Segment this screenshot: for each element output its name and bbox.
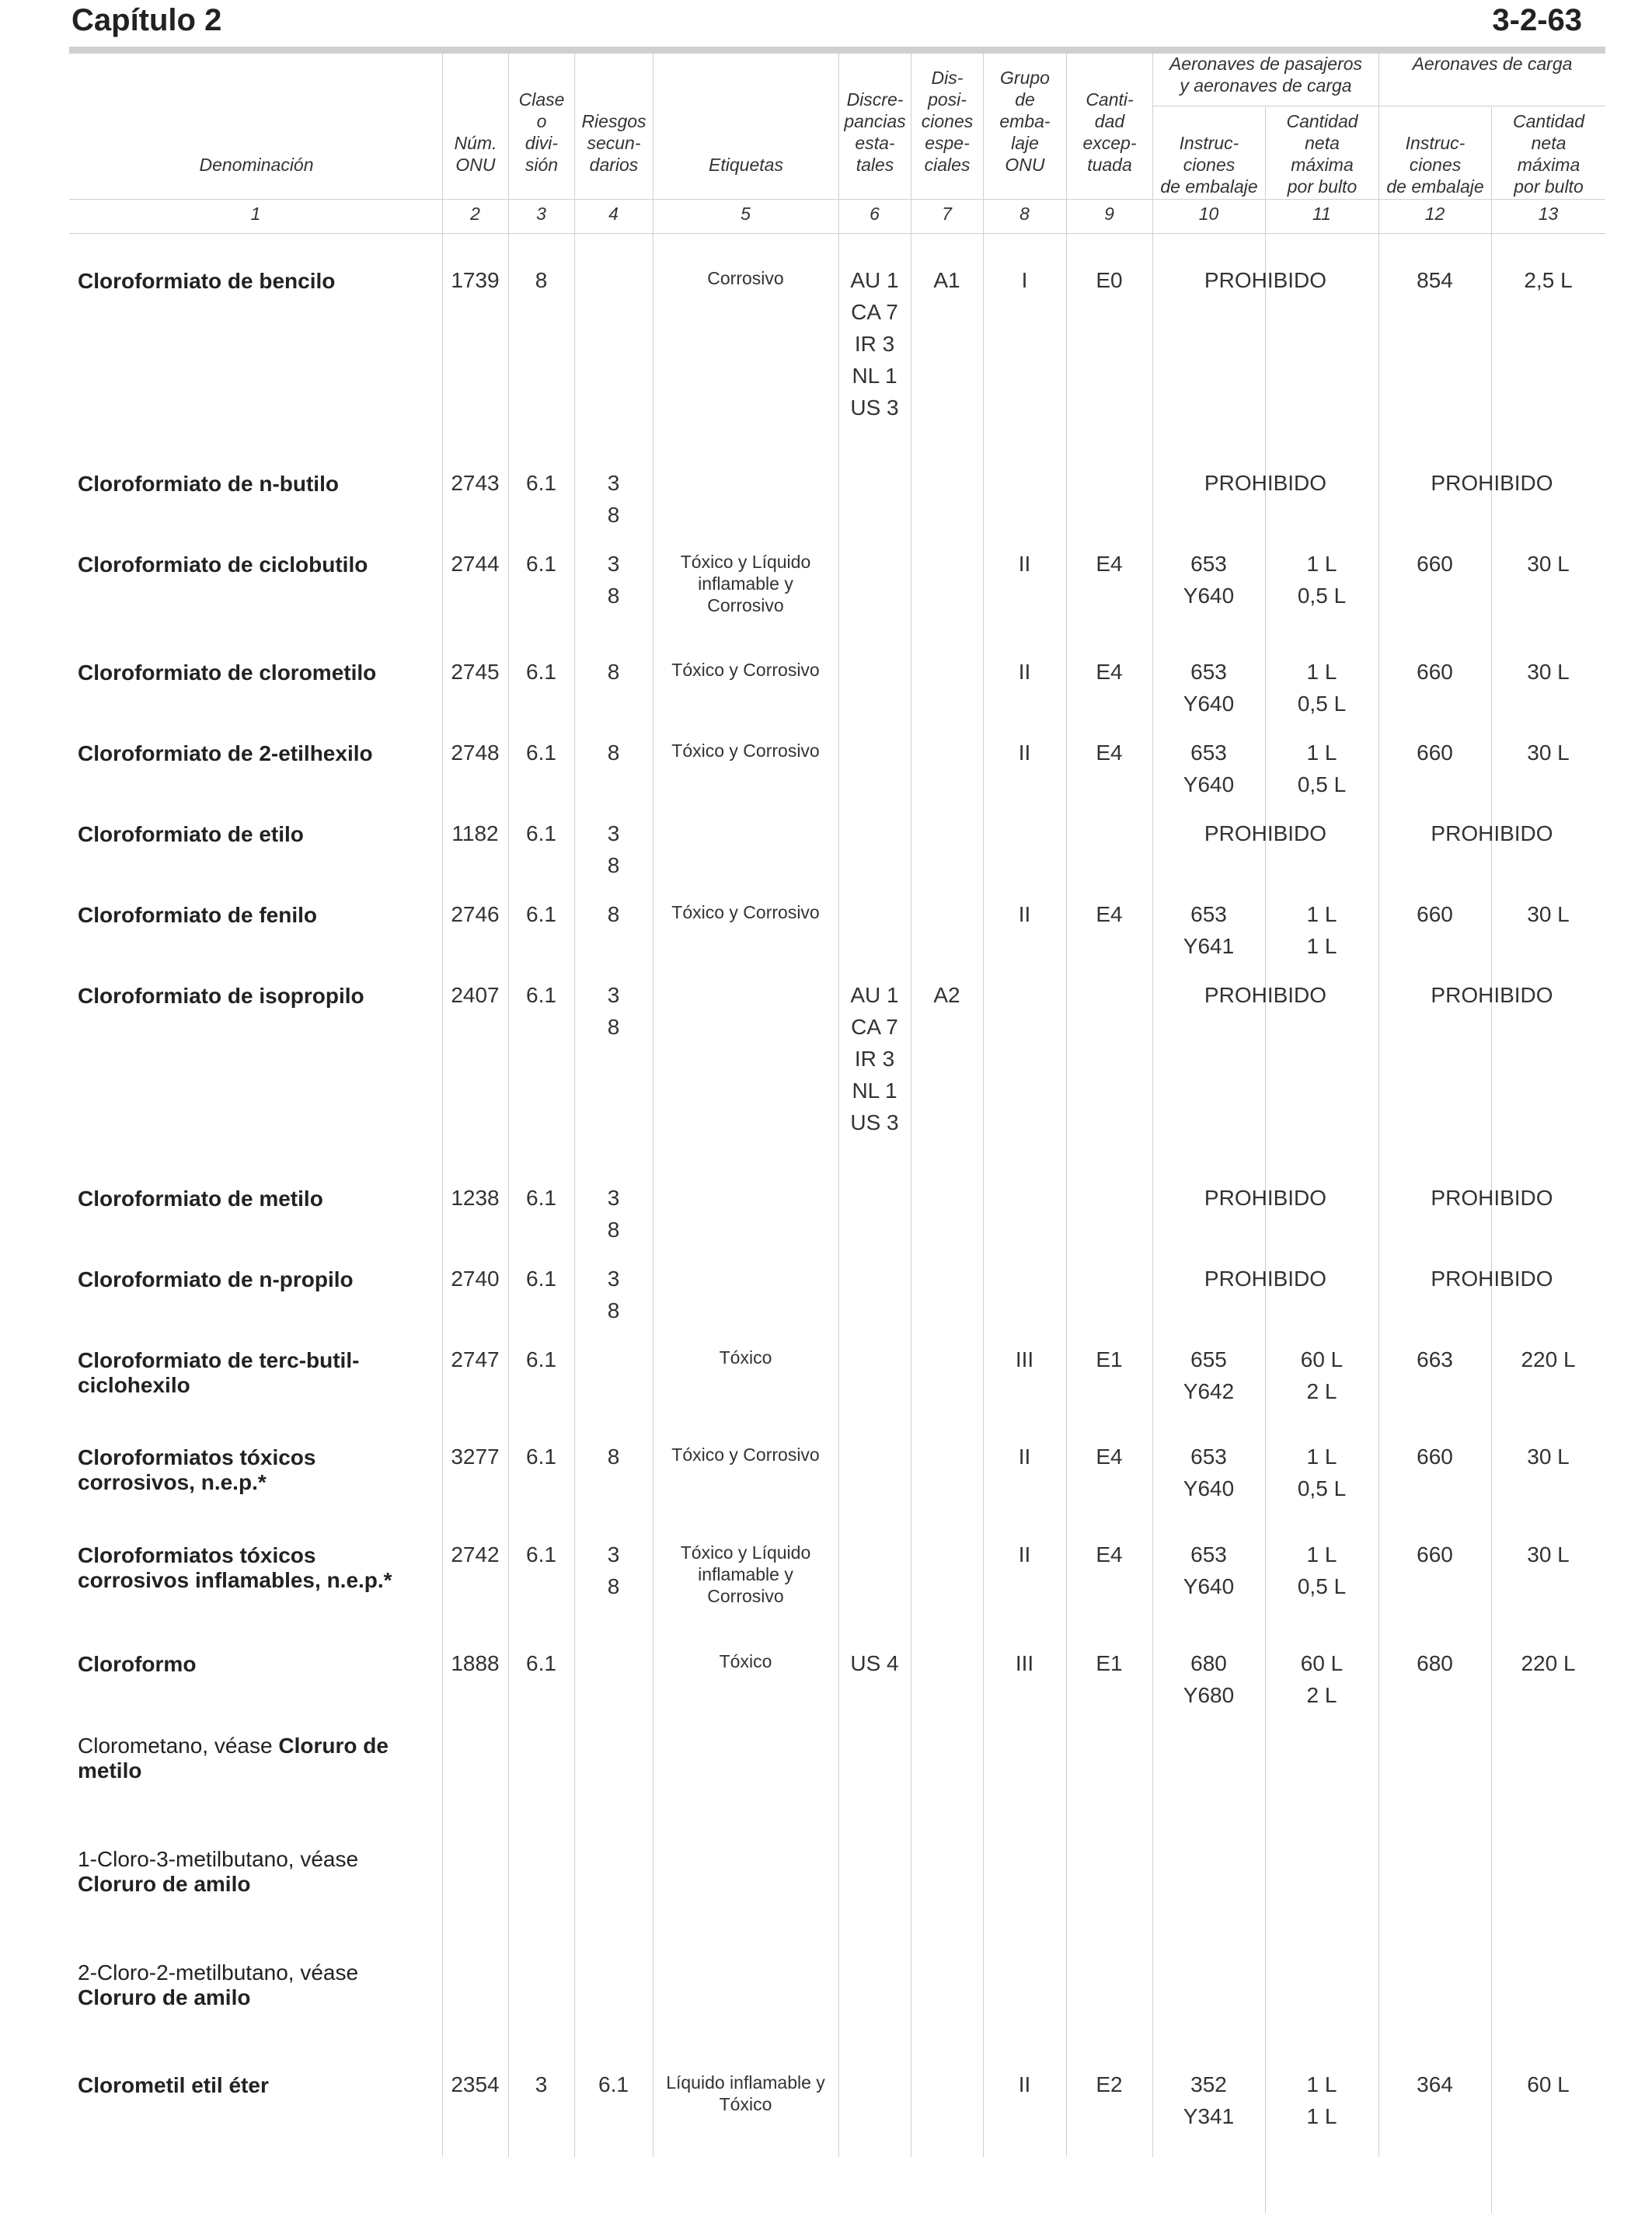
secondary-risk-cell: 3 8	[607, 983, 620, 1039]
passenger-packing-instruction-cell: 653 Y640	[1183, 1445, 1235, 1500]
row-name	[78, 552, 412, 577]
excepted-quantity-cell: E2	[1096, 2072, 1123, 2096]
class-cell: 6.1	[526, 1542, 556, 1567]
column-divider	[442, 51, 443, 2157]
passenger-packing-instruction-cell: 653 Y641	[1183, 902, 1235, 958]
passenger-forbidden-cell: PROHIBIDO	[1204, 821, 1327, 845]
row-name	[78, 1734, 412, 1783]
packing-group-cell: II	[1018, 660, 1031, 684]
onu-cell: 2740	[451, 1267, 500, 1291]
col-header-instrucciones-carga: Instruc- ciones de embalaje	[1386, 133, 1484, 197]
row-name	[78, 1652, 412, 1677]
packing-group-cell: II	[1018, 902, 1031, 926]
secondary-risk-cell: 8	[607, 741, 620, 765]
secondary-risk-cell: 3 8	[607, 471, 620, 527]
row-name	[78, 472, 412, 497]
cargo-forbidden-cell: PROHIBIDO	[1431, 471, 1553, 495]
passenger-packing-instruction-cell: 653 Y640	[1183, 1542, 1235, 1598]
column-divider	[508, 51, 509, 2157]
excepted-quantity-cell: E4	[1096, 902, 1123, 926]
excepted-quantity-cell: E4	[1096, 1542, 1123, 1567]
column-number: 11	[1312, 204, 1331, 224]
see-reference-prefix: 2-Cloro-2-metilbutano, véase	[78, 1960, 359, 1985]
class-cell: 6.1	[526, 552, 556, 576]
passenger-packing-instruction-cell: 653 Y640	[1183, 741, 1235, 796]
cargo-packing-instruction-cell: 660	[1417, 741, 1453, 765]
secondary-risk-cell: 3 8	[607, 552, 620, 608]
passenger-packing-instruction-cell: 655 Y642	[1183, 1347, 1235, 1403]
cargo-packing-instruction-cell: 663	[1417, 1347, 1453, 1371]
excepted-quantity-cell: E4	[1096, 1445, 1123, 1469]
col-header-instrucciones-pasajeros: Instruc- ciones de embalaje	[1160, 133, 1258, 197]
column-divider	[1491, 107, 1492, 2213]
cargo-max-quantity-cell: 30 L	[1527, 1542, 1570, 1567]
onu-cell: 1888	[451, 1651, 500, 1675]
label-cell: Tóxico y Corrosivo	[671, 902, 820, 922]
column-number: 2	[470, 204, 480, 224]
passenger-forbidden-cell: PROHIBIDO	[1204, 471, 1327, 495]
excepted-quantity-cell: E1	[1096, 1651, 1123, 1675]
cargo-max-quantity-cell: 30 L	[1527, 1445, 1570, 1469]
cargo-packing-instruction-cell: 660	[1417, 1542, 1453, 1567]
label-cell: Tóxico y Corrosivo	[671, 741, 820, 761]
col-header-cantidad-carga: Cantidad neta máxima por bulto	[1512, 111, 1585, 197]
row-name	[78, 1847, 412, 1897]
label-cell: Corrosivo	[707, 268, 784, 288]
substance-name: Clorometil etil éter	[78, 2073, 269, 2097]
cargo-max-quantity-cell: 30 L	[1527, 660, 1570, 684]
secondary-risk-cell: 3 8	[607, 1542, 620, 1598]
label-cell: Tóxico y Líquido inflamable y Corrosivo	[680, 1542, 811, 1606]
substance-name: Cloroformiato de terc-butil- ciclohexilo	[78, 1348, 360, 1397]
onu-cell: 2354	[451, 2072, 500, 2096]
passenger-packing-instruction-cell: 352 Y341	[1183, 2072, 1235, 2128]
class-cell: 6.1	[526, 1347, 556, 1371]
passenger-max-quantity-cell: 1 L 0,5 L	[1297, 552, 1347, 608]
cargo-max-quantity-cell: 30 L	[1527, 741, 1570, 765]
onu-cell: 2742	[451, 1542, 500, 1567]
cargo-max-quantity-cell: 2,5 L	[1524, 268, 1573, 292]
cargo-forbidden-cell: PROHIBIDO	[1431, 1186, 1553, 1210]
class-cell: 6.1	[526, 471, 556, 495]
see-reference-target: Cloruro de amilo	[78, 1985, 251, 2009]
onu-cell: 1238	[451, 1186, 500, 1210]
col-header-denominacion: Denominación	[199, 155, 314, 175]
group-header-pasajeros: Aeronaves de pasajeros y aeronaves de carga	[1169, 54, 1363, 96]
group-header-carga: Aeronaves de carga	[1412, 54, 1573, 74]
substance-name: Cloroformiato de bencilo	[78, 269, 336, 293]
column-divider	[983, 51, 984, 2157]
passenger-max-quantity-cell: 1 L 0,5 L	[1297, 741, 1347, 796]
col-header-cantidad-pasajeros: Cantidad neta máxima por bulto	[1286, 111, 1358, 197]
column-number: 6	[870, 204, 880, 224]
passenger-packing-instruction-cell: 653 Y640	[1183, 552, 1235, 608]
substance-name: Cloroformiato de n-butilo	[78, 472, 339, 496]
see-reference-target: Cloruro de amilo	[78, 1872, 251, 1896]
excepted-quantity-cell: E4	[1096, 552, 1123, 576]
cargo-max-quantity-cell: 30 L	[1527, 902, 1570, 926]
secondary-risk-cell: 8	[607, 1445, 620, 1469]
label-cell: Líquido inflamable y Tóxico	[666, 2072, 825, 2114]
packing-group-cell: III	[1015, 1651, 1034, 1675]
cargo-packing-instruction-cell: 364	[1417, 2072, 1453, 2096]
onu-cell: 2407	[451, 983, 500, 1007]
state-variation-cell: AU 1 CA 7 IR 3 NL 1 US 3	[850, 268, 899, 420]
label-cell: Tóxico	[719, 1347, 772, 1368]
class-cell: 6.1	[526, 1651, 556, 1675]
secondary-risk-cell: 6.1	[598, 2072, 629, 2096]
col-header-riesgos: Riesgos secun- darios	[581, 111, 647, 175]
secondary-risk-cell: 3 8	[607, 821, 620, 877]
cargo-packing-instruction-cell: 854	[1417, 268, 1453, 292]
row-name	[78, 1348, 412, 1398]
onu-cell: 1739	[451, 268, 500, 292]
passenger-forbidden-cell: PROHIBIDO	[1204, 268, 1327, 292]
substance-name: Cloroformiatos tóxicos corrosivos, n.e.p.*	[78, 1445, 316, 1494]
onu-cell: 2743	[451, 471, 500, 495]
cargo-forbidden-cell: PROHIBIDO	[1431, 1267, 1553, 1291]
packing-group-cell: II	[1018, 1445, 1031, 1469]
col-header-num-onu: Núm. ONU	[454, 133, 497, 175]
special-provision-cell: A2	[933, 983, 960, 1007]
row-name	[78, 1187, 412, 1211]
passenger-forbidden-cell: PROHIBIDO	[1204, 983, 1327, 1007]
row-name	[78, 1543, 412, 1593]
onu-cell: 3277	[451, 1445, 500, 1469]
onu-cell: 2745	[451, 660, 500, 684]
row-name	[78, 1445, 412, 1495]
excepted-quantity-cell: E0	[1096, 268, 1123, 292]
see-reference-target: Cloruro de metilo	[78, 1734, 389, 1783]
substance-name: Cloroformiato de metilo	[78, 1187, 323, 1211]
passenger-max-quantity-cell: 1 L 0,5 L	[1297, 660, 1347, 716]
label-cell: Tóxico y Corrosivo	[671, 1445, 820, 1465]
onu-cell: 2746	[451, 902, 500, 926]
cargo-max-quantity-cell: 60 L	[1527, 2072, 1570, 2096]
passenger-forbidden-cell: PROHIBIDO	[1204, 1186, 1327, 1210]
secondary-risk-cell: 3 8	[607, 1186, 620, 1242]
substance-name: Cloroformiato de clorometilo	[78, 660, 377, 685]
cargo-max-quantity-cell: 30 L	[1527, 552, 1570, 576]
onu-cell: 2744	[451, 552, 500, 576]
cargo-packing-instruction-cell: 680	[1417, 1651, 1453, 1675]
passenger-max-quantity-cell: 1 L 0,5 L	[1297, 1445, 1347, 1500]
onu-cell: 2747	[451, 1347, 500, 1371]
class-cell: 6.1	[526, 660, 556, 684]
excepted-quantity-cell: E4	[1096, 660, 1123, 684]
row-name	[78, 1960, 412, 2010]
col-header-clase: Clase o divi- sión	[518, 89, 565, 175]
cargo-forbidden-cell: PROHIBIDO	[1431, 983, 1553, 1007]
passenger-max-quantity-cell: 1 L 1 L	[1306, 902, 1337, 958]
passenger-packing-instruction-cell: 653 Y640	[1183, 660, 1235, 716]
column-divider	[1152, 51, 1153, 2157]
row-name	[78, 2073, 412, 2098]
label-cell: Tóxico y Líquido inflamable y Corrosivo	[680, 552, 811, 615]
col-header-discrepancias: Discre- pancias esta- tales	[844, 89, 906, 175]
passenger-max-quantity-cell: 60 L 2 L	[1300, 1651, 1344, 1707]
column-number: 1	[250, 204, 261, 224]
substance-name: Cloroformiato de ciclobutilo	[78, 552, 368, 577]
row-name	[78, 984, 412, 1009]
column-divider	[1066, 51, 1067, 2157]
cargo-forbidden-cell: PROHIBIDO	[1431, 821, 1553, 845]
cargo-max-quantity-cell: 220 L	[1521, 1347, 1576, 1371]
substance-name: Cloroformiato de n-propilo	[78, 1267, 354, 1291]
secondary-risk-cell: 8	[607, 660, 620, 684]
col-header-disposiciones: Dis- posi- ciones espe- ciales	[921, 68, 974, 175]
special-provision-cell: A1	[933, 268, 960, 292]
excepted-quantity-cell: E1	[1096, 1347, 1123, 1371]
column-number: 3	[536, 204, 546, 224]
onu-cell: 2748	[451, 741, 500, 765]
cargo-packing-instruction-cell: 660	[1417, 660, 1453, 684]
col-header-etiquetas: Etiquetas	[709, 155, 783, 175]
passenger-max-quantity-cell: 1 L 1 L	[1306, 2072, 1337, 2128]
class-cell: 6.1	[526, 821, 556, 845]
secondary-risk-cell: 3 8	[607, 1267, 620, 1323]
column-number: 4	[608, 204, 619, 224]
passenger-max-quantity-cell: 1 L 0,5 L	[1297, 1542, 1347, 1598]
packing-group-cell: II	[1018, 2072, 1031, 2096]
class-cell: 6.1	[526, 741, 556, 765]
row-name	[78, 822, 412, 847]
excepted-quantity-cell: E4	[1096, 741, 1123, 765]
state-variation-cell: US 4	[850, 1651, 899, 1675]
class-cell: 6.1	[526, 1445, 556, 1469]
column-number: 9	[1104, 204, 1114, 224]
class-cell: 6.1	[526, 902, 556, 926]
class-cell: 8	[535, 268, 548, 292]
packing-group-cell: III	[1015, 1347, 1034, 1371]
column-number: 13	[1538, 204, 1559, 224]
column-divider	[574, 51, 575, 2157]
col-header-cantidad-exceptuada: Canti- dad excep- tuada	[1082, 89, 1137, 175]
column-divider	[1265, 107, 1266, 2213]
header-bottom-rule	[69, 199, 1605, 200]
passenger-forbidden-cell: PROHIBIDO	[1204, 1267, 1327, 1291]
packing-group-cell: II	[1018, 552, 1031, 576]
substance-name: Cloroformo	[78, 1652, 197, 1676]
column-number: 7	[942, 204, 952, 224]
row-name	[78, 269, 412, 294]
label-cell: Tóxico y Corrosivo	[671, 660, 820, 680]
see-reference-prefix: 1-Cloro-3-metilbutano, véase	[78, 1847, 359, 1871]
passenger-max-quantity-cell: 60 L 2 L	[1300, 1347, 1344, 1403]
row-name	[78, 1267, 412, 1292]
packing-group-cell: II	[1018, 1542, 1031, 1567]
onu-cell: 1182	[451, 821, 499, 845]
row-name	[78, 903, 412, 928]
col-header-grupo: Grupo de emba- laje ONU	[999, 68, 1051, 175]
packing-group-cell: II	[1018, 741, 1031, 765]
column-number: 8	[1019, 204, 1030, 224]
cargo-packing-instruction-cell: 660	[1417, 552, 1453, 576]
secondary-risk-cell: 8	[607, 902, 620, 926]
page-number: 3-2-63	[1492, 3, 1582, 37]
see-reference-prefix: Clorometano, véase	[78, 1734, 279, 1758]
row-name	[78, 741, 412, 766]
row-name	[78, 660, 412, 685]
substance-name: Cloroformiato de etilo	[78, 822, 304, 846]
substance-name: Cloroformiato de isopropilo	[78, 984, 364, 1008]
class-cell: 6.1	[526, 983, 556, 1007]
chapter-title: Capítulo 2	[71, 3, 222, 37]
state-variation-cell: AU 1 CA 7 IR 3 NL 1 US 3	[850, 983, 899, 1134]
substance-name: Cloroformiato de 2-etilhexilo	[78, 741, 373, 765]
packing-group-cell: I	[1021, 268, 1028, 292]
column-number: 10	[1198, 204, 1219, 224]
cargo-max-quantity-cell: 220 L	[1521, 1651, 1576, 1675]
column-number: 5	[741, 204, 751, 224]
class-cell: 6.1	[526, 1267, 556, 1291]
substance-name: Cloroformiato de fenilo	[78, 903, 317, 927]
class-cell: 6.1	[526, 1186, 556, 1210]
column-divider	[1378, 51, 1379, 2157]
passenger-packing-instruction-cell: 680 Y680	[1183, 1651, 1235, 1707]
column-number: 12	[1424, 204, 1445, 224]
cargo-packing-instruction-cell: 660	[1417, 902, 1453, 926]
label-cell: Tóxico	[719, 1651, 772, 1671]
class-cell: 3	[535, 2072, 548, 2096]
cargo-packing-instruction-cell: 660	[1417, 1445, 1453, 1469]
number-row-rule	[69, 233, 1605, 234]
substance-name: Cloroformiatos tóxicos corrosivos inflamables, n.e.p.*	[78, 1543, 392, 1592]
